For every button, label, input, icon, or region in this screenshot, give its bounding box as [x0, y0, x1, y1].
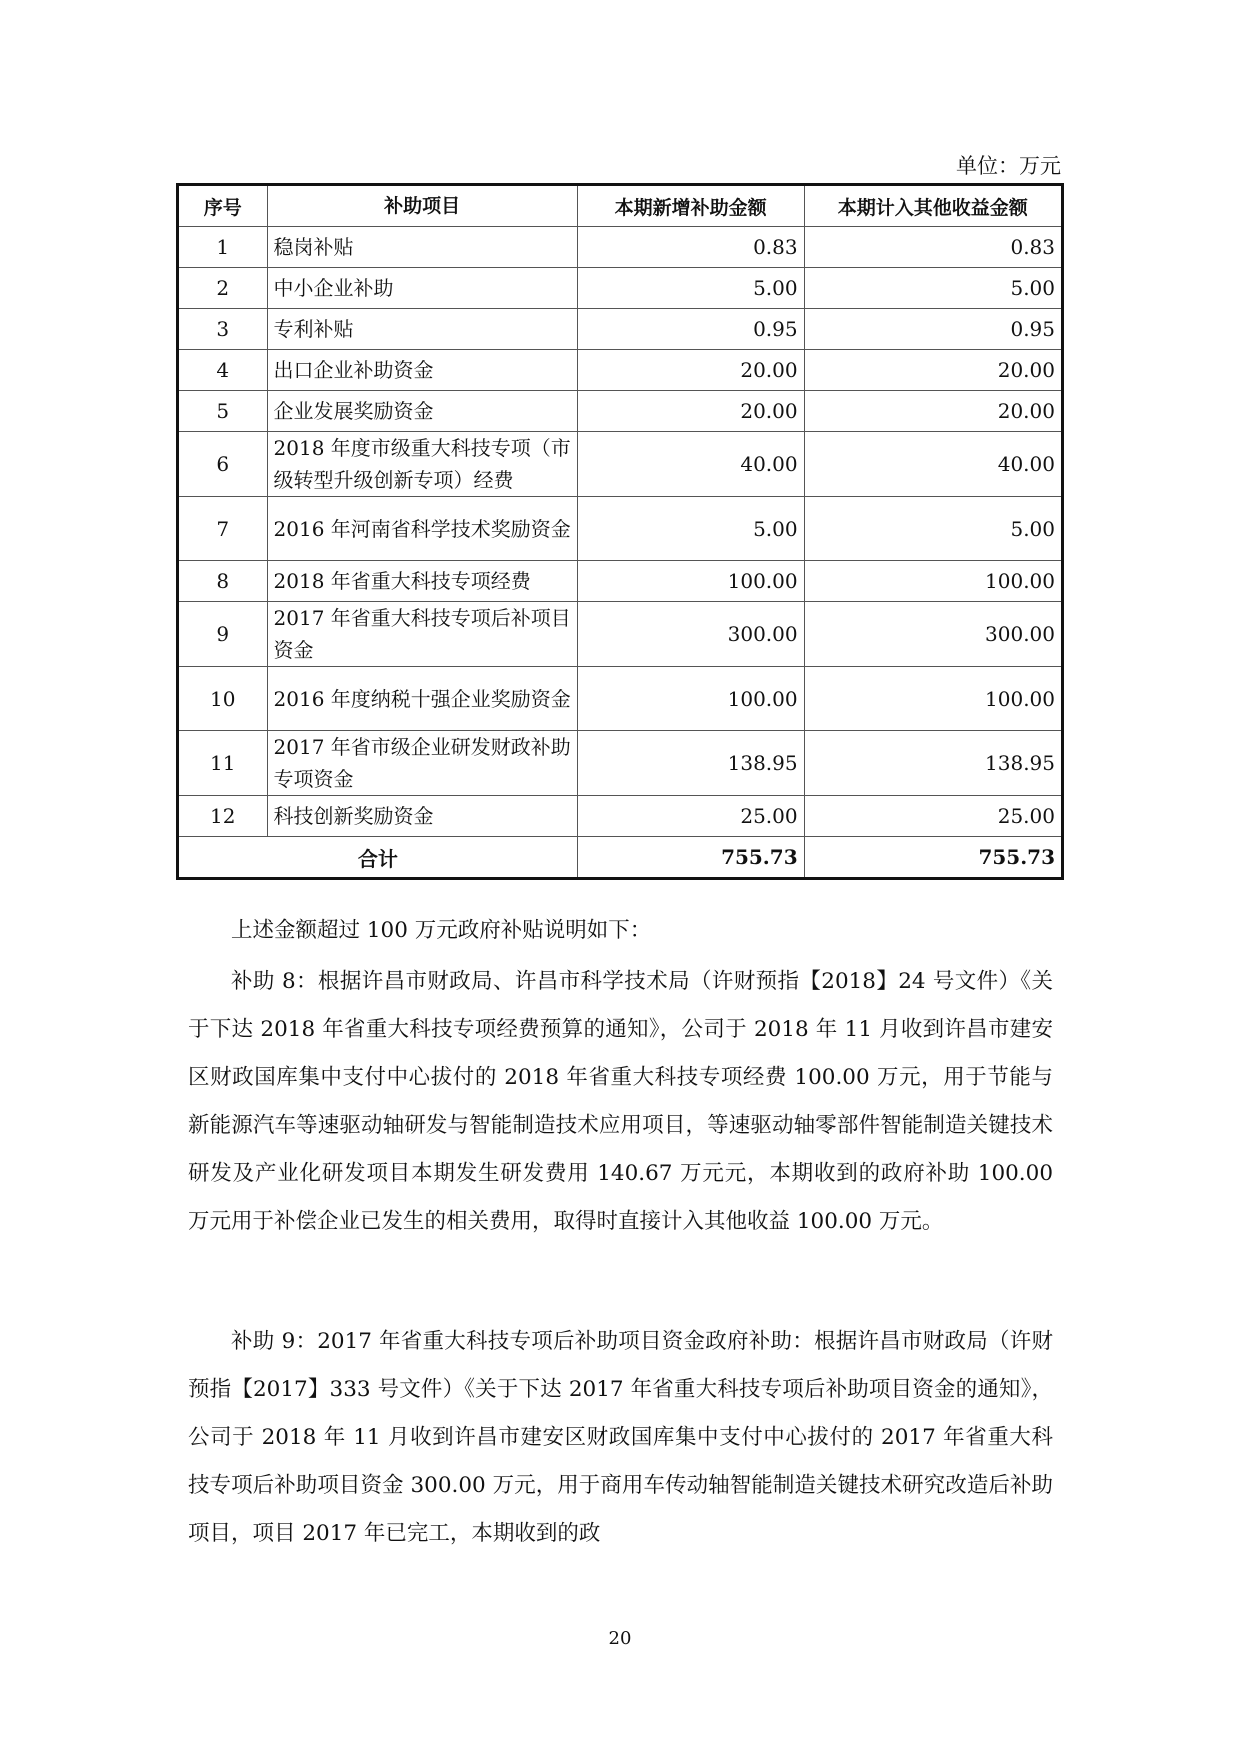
cell-item: 企业发展奖励资金 — [267, 391, 577, 432]
table-row — [178, 350, 1063, 391]
cell-no: 3 — [178, 309, 268, 350]
cell-new-amount: 100.00 — [577, 667, 804, 731]
cell-other-income: 100.00 — [804, 561, 1062, 602]
total-new-amount: 755.73 — [577, 837, 804, 879]
cell-other-income: 20.00 — [804, 350, 1062, 391]
cell-no: 9 — [178, 602, 268, 667]
cell-no: 6 — [178, 432, 268, 497]
cell-no: 1 — [178, 227, 268, 268]
cell-no: 4 — [178, 350, 268, 391]
table-row — [178, 497, 1063, 561]
total-other-income: 755.73 — [804, 837, 1062, 879]
cell-new-amount: 20.00 — [577, 391, 804, 432]
total-label: 合计 — [178, 837, 578, 879]
header-no: 序号 — [178, 185, 268, 227]
cell-item: 稳岗补贴 — [267, 227, 577, 268]
cell-other-income: 5.00 — [804, 268, 1062, 309]
cell-item: 2018 年度市级重大科技专项（市级转型升级创新专项）经费 — [267, 432, 577, 497]
cell-no: 11 — [178, 731, 268, 796]
cell-no: 8 — [178, 561, 268, 602]
cell-item: 2017 年省重大科技专项后补项目资金 — [267, 602, 577, 667]
cell-item: 专利补贴 — [267, 309, 577, 350]
table-row — [178, 391, 1063, 432]
unit-label: 单位：万元 — [956, 154, 1061, 178]
cell-other-income: 5.00 — [804, 497, 1062, 561]
cell-new-amount: 0.95 — [577, 309, 804, 350]
header-new-amount: 本期新增补助金额 — [577, 185, 804, 227]
page-number: 20 — [608, 1628, 632, 1649]
cell-item: 出口企业补助资金 — [267, 350, 577, 391]
cell-other-income: 40.00 — [804, 432, 1062, 497]
cell-new-amount: 40.00 — [577, 432, 804, 497]
table-row — [178, 796, 1063, 837]
subsidy-table — [176, 183, 1064, 880]
cell-no: 2 — [178, 268, 268, 309]
table-total-row — [178, 837, 1063, 879]
subsidy-9-paragraph: 补助 9：2017 年省重大科技专项后补助项目资金政府补助：根据许昌市财政局（许财预指【2017】333 号文件）《关于下达 2017 年省重大科技专项后补助项目资金的通知》，公司于 2018 年 11 月收到许昌市建安区财政国库集中支付中心拔付的 2017 年省重大科技专项后补助项目资金 300.00 万元，用于商用车传动轴智能制造关键技术研究改造后补助项目，项目 2017 年已完工，本期收到的政 — [188, 1329, 1053, 1546]
cell-new-amount: 5.00 — [577, 268, 804, 309]
table-row — [178, 561, 1063, 602]
cell-other-income: 20.00 — [804, 391, 1062, 432]
table-row — [178, 227, 1063, 268]
header-item: 补助项目 — [267, 185, 577, 227]
cell-other-income: 300.00 — [804, 602, 1062, 667]
cell-other-income: 138.95 — [804, 731, 1062, 796]
intro-paragraph: 上述金额超过 100 万元政府补贴说明如下： — [231, 918, 652, 943]
cell-no: 7 — [178, 497, 268, 561]
cell-item: 2016 年河南省科学技术奖励资金 — [267, 497, 577, 561]
cell-other-income: 0.95 — [804, 309, 1062, 350]
cell-item: 2017 年省市级企业研发财政补助专项资金 — [267, 731, 577, 796]
table-row — [178, 309, 1063, 350]
cell-no: 10 — [178, 667, 268, 731]
cell-item: 2016 年度纳税十强企业奖励资金 — [267, 667, 577, 731]
cell-other-income: 100.00 — [804, 667, 1062, 731]
table-row — [178, 667, 1063, 731]
table-row — [178, 268, 1063, 309]
cell-new-amount: 300.00 — [577, 602, 804, 667]
header-other-income: 本期计入其他收益金额 — [804, 185, 1062, 227]
subsidy-8-paragraph: 补助 8：根据许昌市财政局、许昌市科学技术局（许财预指【2018】24 号文件）《关于下达 2018 年省重大科技专项经费预算的通知》，公司于 2018 年 11 月收到许昌市建安区财政国库集中支付中心拔付的 2018 年省重大科技专项经费 100.00 万元，用于节能与新能源汽车等速驱动轴研发与智能制造技术应用项目，等速驱动轴零部件智能制造关键技术研发及产业化研发项目本期发生研发费用 140.67 万元元，本期收到的政府补助 100.00 万元用于补偿企业已发生的相关费用，取得时直接计入其他收益 100.00 万元。 — [188, 969, 1053, 1234]
cell-item: 2018 年省重大科技专项经费 — [267, 561, 577, 602]
table-header-row — [178, 185, 1063, 227]
cell-no: 12 — [178, 796, 268, 837]
cell-new-amount: 5.00 — [577, 497, 804, 561]
cell-new-amount: 20.00 — [577, 350, 804, 391]
table-row — [178, 602, 1063, 667]
cell-no: 5 — [178, 391, 268, 432]
cell-item: 科技创新奖励资金 — [267, 796, 577, 837]
cell-new-amount: 138.95 — [577, 731, 804, 796]
cell-new-amount: 0.83 — [577, 227, 804, 268]
cell-new-amount: 25.00 — [577, 796, 804, 837]
table-row — [178, 731, 1063, 796]
cell-new-amount: 100.00 — [577, 561, 804, 602]
table-row — [178, 432, 1063, 497]
cell-other-income: 0.83 — [804, 227, 1062, 268]
cell-other-income: 25.00 — [804, 796, 1062, 837]
cell-item: 中小企业补助 — [267, 268, 577, 309]
